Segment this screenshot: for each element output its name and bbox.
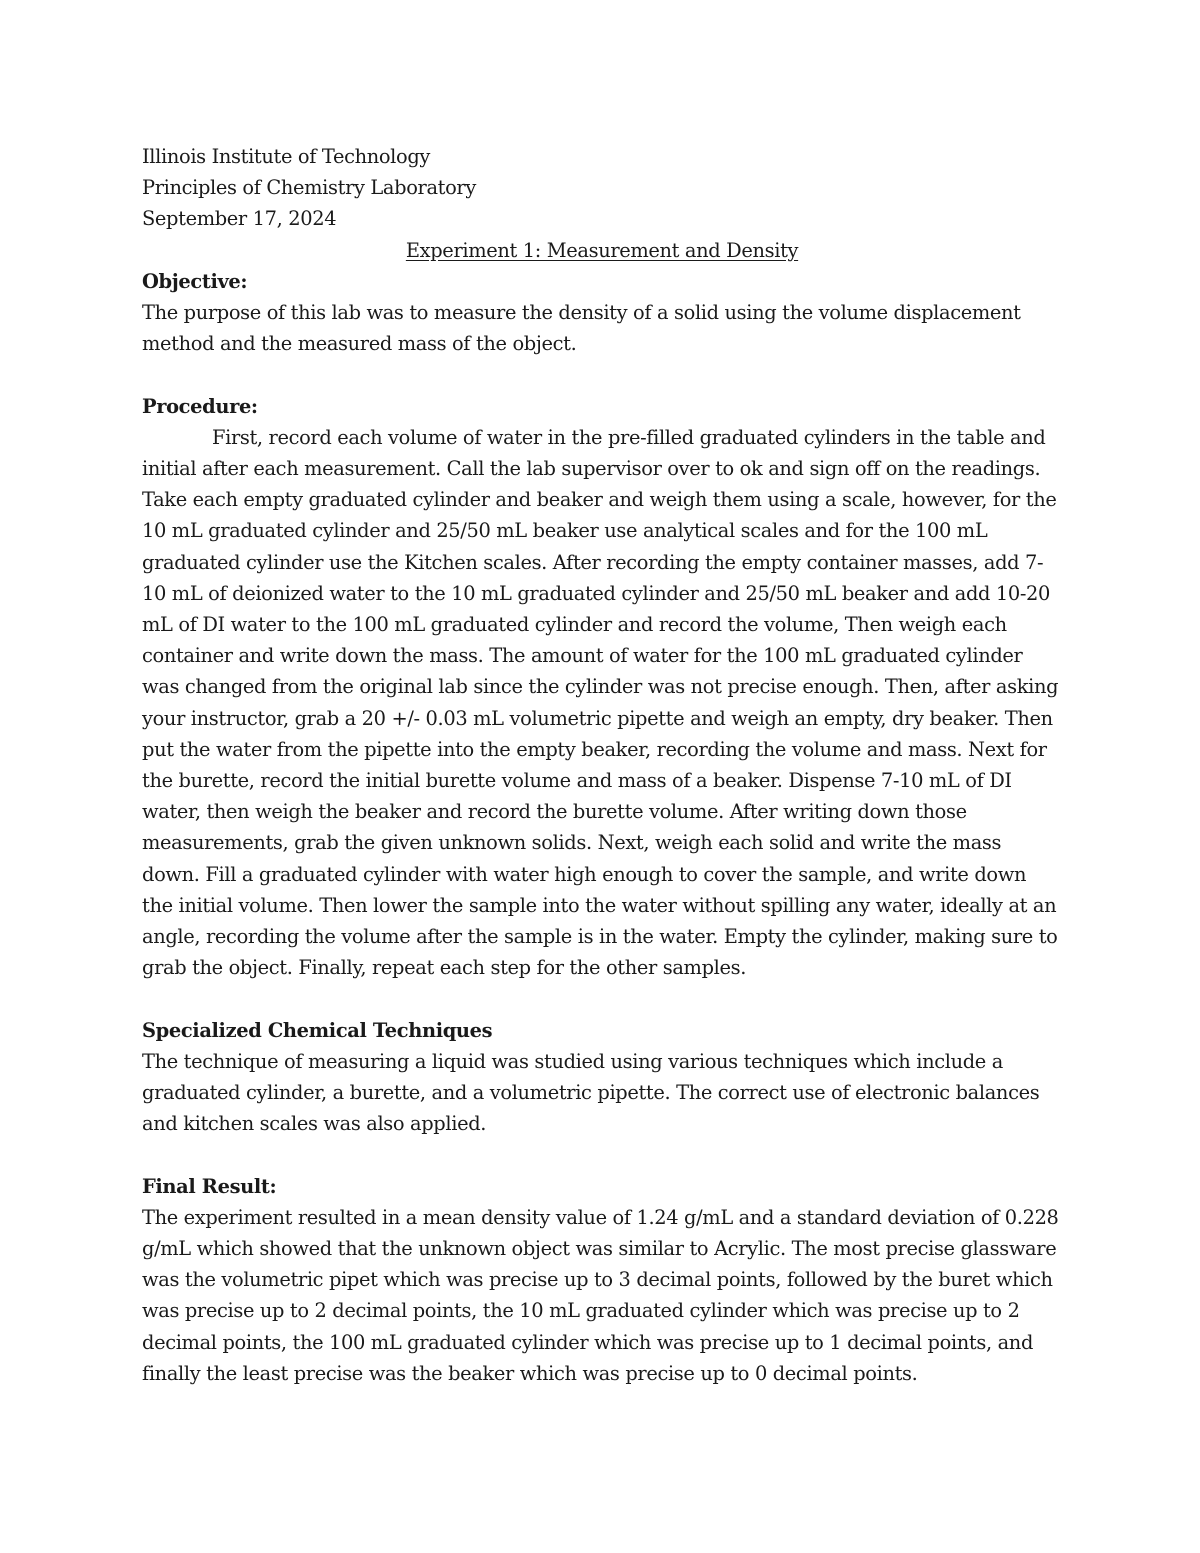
document-title: Experiment 1: Measurement and Density (405, 238, 799, 262)
techniques-text: The technique of measuring a liquid was studied using various techniques which include a graduated cylinder, a burette, and a volumetric pipette. The correct use of electronic balances and kitchen scales was also applied. (142, 1049, 1040, 1136)
result-text: The experiment resulted in a mean density value of 1.24 g/mL and a standard deviation of 0.228 g/mL which showed that the unknown object was similar to Acrylic. The most precise glassware was the volumetric pipet which was precise up to 3 decimal points, followed by the buret which was precise up to 2 decimal points, the 10 mL graduated cylinder which was precise up to 2 decimal points, the 100 mL graduated cylinder which was precise up to 1 decimal points, and finally the least precise was the beaker which was precise up to 0 decimal points. (142, 1205, 1059, 1385)
spacer (142, 359, 1062, 390)
spacer (142, 1139, 1062, 1170)
procedure-heading: Procedure: (142, 394, 258, 418)
date-line: September 17, 2024 (142, 207, 337, 231)
spacer (142, 983, 1062, 1014)
course-line: Principles of Chemistry Laboratory (142, 176, 476, 200)
result-heading: Final Result: (142, 1174, 277, 1198)
procedure-text: First, record each volume of water in the pre-filled graduated cylinders in the table and initial after each measurement. Call the lab supervisor over to ok and sign off on the readings. Take each empty graduated cylinder and beaker and weigh them using a scale, however, for the 10 mL graduated cylinder and 25/50 mL beaker use analytical scales and for the 100 mL graduated cylinder use the Kitchen scales. After recording the empty container masses, add 7-10 mL of deionized water to the 10 mL graduated cylinder and 25/50 mL beaker and add 10-20 mL of DI water to the 100 mL graduated cylinder and record the volume, Then weigh each container and write down the mass. The amount of water for the 100 mL graduated cylinder was changed from the original lab since the cylinder was not precise enough. Then, after asking your instructor, grab a 20 +/- 0.03 mL volumetric pipette and weigh an empty, dry beaker. Then put the water from the pipette into the empty beaker, recording the volume and mass. Next for the burette, record the initial burette volume and mass of a beaker. Dispense 7-10 mL of DI water, then weigh the beaker and record the burette volume. After writing down those measurements, grab the given unknown solids. Next, weigh each solid and write the mass down. Fill a graduated cylinder with water high enough to cover the sample, and write down the initial volume. Then lower the sample into the water without spilling any water, ideally at an angle, recording the volume after the sample is in the water. Empty the cylinder, making sure to grab the object. Finally, repeat each step for the other samples. (142, 425, 1059, 980)
document-page (142, 141, 1062, 1389)
institution-line: Illinois Institute of Technology (142, 145, 431, 168)
objective-text: The purpose of this lab was to measure the density of a solid using the volume displacement method and the measured mass of the object. (142, 301, 1021, 356)
objective-heading: Objective: (142, 269, 248, 293)
techniques-heading: Specialized Chemical Techniques (142, 1018, 493, 1042)
